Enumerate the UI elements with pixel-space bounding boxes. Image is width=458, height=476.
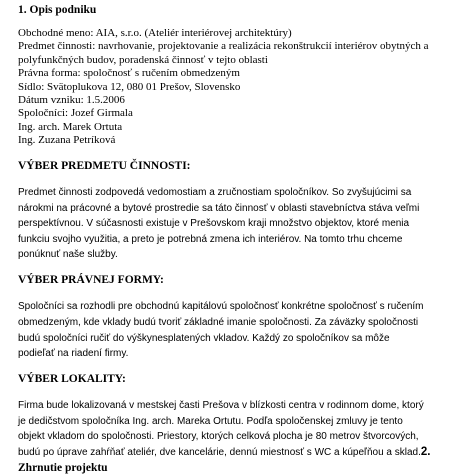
info-line: Dátum vzniku: 1.5.2006: [18, 94, 125, 107]
paragraph-line: ponúknuť naše služby.: [18, 249, 118, 261]
info-line: Obchodné meno: AIA, s.r.o. (Ateliér interiérovej architektúry): [18, 27, 292, 39]
location-paragraph: [18, 398, 450, 476]
section-title: 1. Opis podniku: [18, 4, 97, 16]
next-section-title: Zhrnutie projektu: [18, 461, 108, 474]
legal-paragraph: [18, 299, 450, 361]
paragraph-line: perspektívnou. V súčasnosti existuje v Prešovskom kraji množstvo objektov, ktoré menia: [18, 218, 410, 230]
last-sentence: budú po úprave zahŕňať ateliér, dve kancelárie, dennú miestnosť s WC a kúpeľňou a sklad.: [18, 447, 421, 458]
info-line: Sídlo: Svätoplukova 12, 080 01 Prešov, Slovensko: [18, 80, 241, 93]
paragraph-line: je dedičstvom spoločníka Ing. arch. Mareka Ortutu. Podľa spoločenskej zmluvy je tento: [18, 415, 403, 427]
paragraph-line: obmedzeným, kde vklady budú tvoriť základné imanie spoločnosti. Za záväzky spoločnosti: [18, 317, 419, 329]
info-line: polyfunkčných budov, poradenská činnosť v tejto oblasti: [18, 53, 268, 66]
info-line: Ing. Zuzana Petríková: [18, 134, 116, 147]
activity-paragraph: [18, 185, 450, 263]
info-line: Predmet činnosti: navrhovanie, projektovanie a realizácia rekonštrukcií interiérov obytných a: [18, 40, 429, 53]
paragraph-line: Spoločníci sa rozhodli pre obchodnú kapitálovú spoločnosť konkrétne spoločnosť s ručením: [18, 301, 424, 313]
location-heading: VÝBER LOKALITY:: [18, 372, 126, 385]
paragraph-line: podieľať na riadení firmy.: [18, 348, 129, 360]
paragraph-line: Predmet činnosti zodpovedá vedomostiam a zručnostiam spoločníkov. So zvyšujúcimi sa: [18, 187, 412, 199]
legal-heading: VÝBER PRÁVNEJ FORMY:: [18, 274, 164, 287]
info-line: Právna forma: spoločnosť s ručením obmedzeným: [18, 67, 240, 80]
paragraph-line: objekt vkladom do spoločnosti. Priestory, ktorých celková plocha je 80 metrov štvorcových,: [18, 431, 419, 443]
section-number: 2.: [420, 446, 431, 458]
activity-heading: VÝBER PREDMETU ČINNOSTI:: [18, 159, 191, 172]
company-info: [18, 27, 450, 148]
paragraph-line: funkciu svojho využitia, a preto je potrebná zmena ich interiérov. Na tomto trhu chceme: [18, 233, 403, 245]
info-line: Spoločníci: Jozef Girmala: [18, 107, 133, 120]
paragraph-line: Firma bude lokalizovaná v mestskej časti Prešova v blízkosti centra v rodinnom dome, ktorý: [18, 400, 424, 412]
paragraph-line: nárokmi na prácovné a bytové prostredie sa táto činnosť v oblasti stavebníctva stáva veľmi: [18, 202, 420, 214]
paragraph-line: budú spoločníci ručiť do výškynesplatených vkladov. Každý zo spoločníkov sa môže: [18, 332, 390, 344]
paragraph-line: [18, 445, 450, 461]
document-page: [18, 4, 450, 476]
info-line: Ing. arch. Marek Ortuta: [18, 120, 123, 133]
